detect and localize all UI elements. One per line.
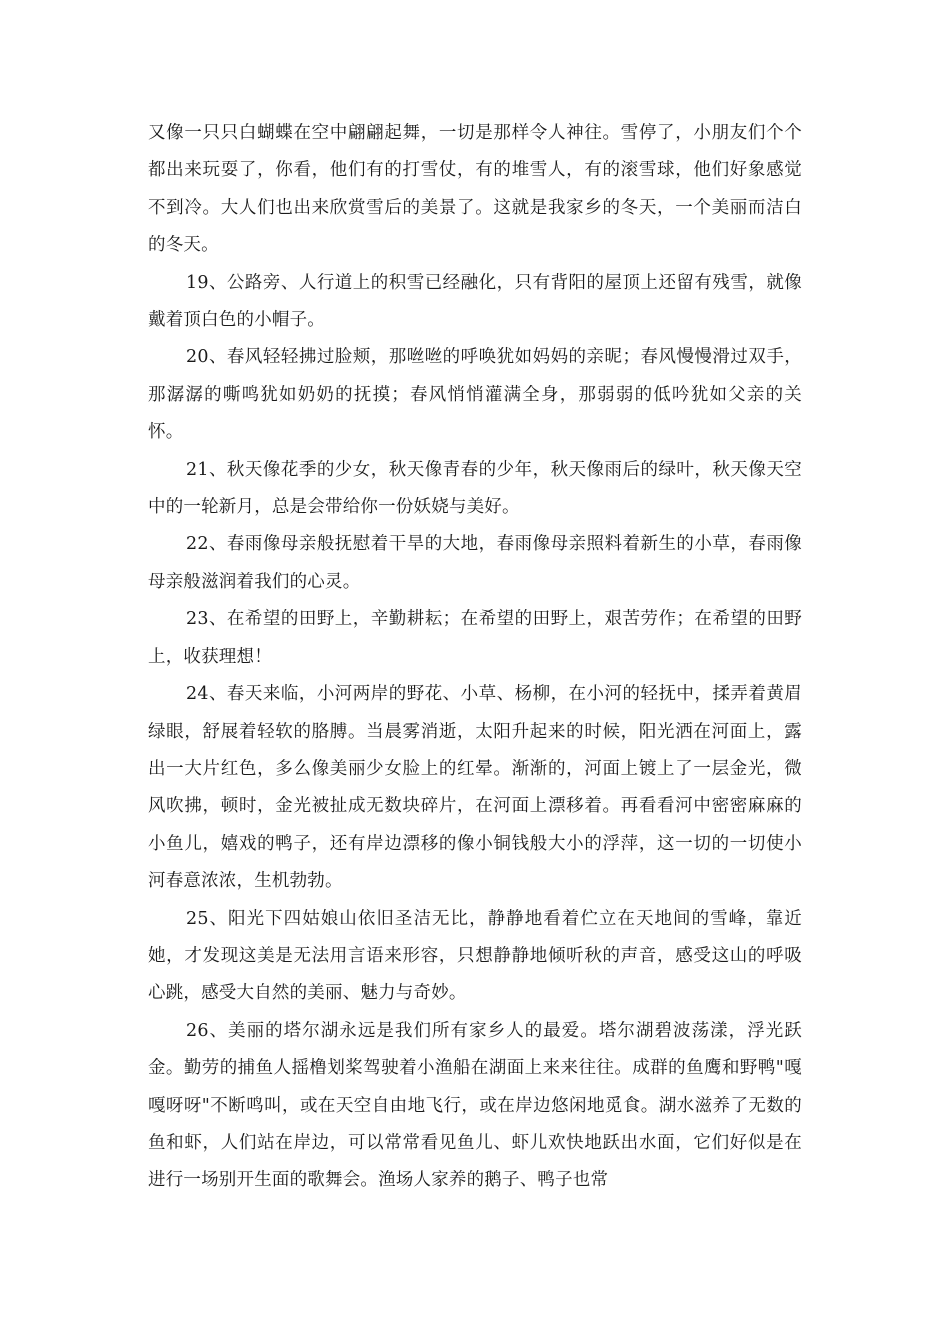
paragraph: 19、公路旁、人行道上的积雪已经融化，只有背阳的屋顶上还留有残雪，就像戴着顶白色的小帽子。: [148, 272, 802, 331]
paragraph: 24、春天来临，小河两岸的野花、小草、杨柳，在小河的轻抚中，揉弄着黄眉绿眼，舒展着轻软的胳膊。当晨雾消逝，太阳升起来的时候，阳光洒在河面上，露出一大片红色，多么像美丽少女脸上的红晕。渐渐的，河面上镀上了一层金光，微风吹拂，顿时，金光被扯成无数块碎片，在河面上漂移着。再看看河中密密麻麻的小鱼儿，嬉戏的鸭子，还有岸边漂移的像小铜钱般大小的浮萍，这一切的一切使小河春意浓浓，生机勃勃。: [148, 684, 802, 892]
paragraph: 25、阳光下四姑娘山依旧圣洁无比，静静地看着伫立在天地间的雪峰，靠近她，才发现这美是无法用言语来形容，只想静静地倾听秋的声音，感受这山的呼吸心跳，感受大自然的美丽、魅力与奇妙。: [148, 908, 802, 1004]
paragraph: 23、在希望的田野上，辛勤耕耘；在希望的田野上，艰苦劳作；在希望的田野上，收获理想！: [148, 609, 802, 667]
paragraph: 21、秋天像花季的少女，秋天像青春的少年，秋天像雨后的绿叶，秋天像天空中的一轮新月，总是会带给你一份妖娆与美好。: [148, 459, 802, 518]
paragraph: 20、春风轻轻拂过脸颊，那咝咝的呼唤犹如妈妈的亲昵；春风慢慢滑过双手，那潺潺的嘶鸣犹如奶奶的抚摸；春风悄悄灌满全身，那弱弱的低吟犹如父亲的关怀。: [148, 347, 802, 443]
document-body: [148, 115, 802, 1200]
paragraph: 又像一只只白蝴蝶在空中翩翩起舞，一切是那样令人神往。雪停了，小朋友们个个都出来玩耍了，你看，他们有的打雪仗，有的堆雪人，有的滚雪球，他们好象感觉不到冷。大人们也出来欣赏雪后的美景了。这就是我家乡的冬天，一个美丽而洁白的冬天。: [148, 123, 802, 256]
paragraph: 26、美丽的塔尔湖永远是我们所有家乡人的最爱。塔尔湖碧波荡漾，浮光跃金。勤劳的捕鱼人摇橹划桨驾驶着小渔船在湖面上来来往往。成群的鱼鹰和野鸭"嘎嘎呀呀"不断鸣叫，或在天空自由地飞行，或在岸边悠闲地觅食。湖水滋养了无数的鱼和虾，人们站在岸边，可以常常看见鱼儿、虾儿欢快地跃出水面，它们好似是在进行一场别开生面的歌舞会。渔场人家养的鹅子、鸭子也常: [148, 1020, 802, 1191]
paragraph: 22、春雨像母亲般抚慰着干旱的大地，春雨像母亲照料着新生的小草，春雨像母亲般滋润着我们的心灵。: [148, 534, 802, 592]
